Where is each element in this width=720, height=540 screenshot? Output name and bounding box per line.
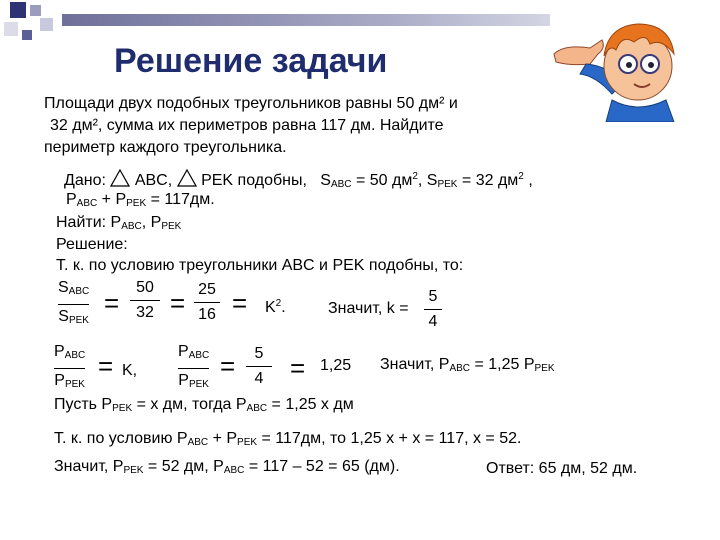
given-tri1: ABC, [134, 172, 173, 189]
given-comma: , [417, 172, 423, 189]
sub-abc: ABC [121, 221, 142, 232]
sub-abc: ABC [187, 437, 209, 448]
sub-abc: ABC [188, 350, 210, 361]
fraction-p-ratio-2 [178, 343, 209, 394]
given-s-pek-val: = 32 дм [457, 172, 519, 189]
given-plus: + P [97, 191, 127, 208]
sub-abc: ABC [330, 179, 352, 190]
sub-pek: PEK [68, 315, 89, 326]
sub-pek: PEK [161, 221, 182, 232]
sub-abc: ABC [449, 363, 470, 374]
given-comma-2: , [528, 172, 533, 189]
sub-pek: PEK [534, 363, 555, 374]
decor-square-3 [40, 18, 53, 31]
fraction-s-ratio [58, 279, 89, 330]
answer: Ответ: 65 дм, 52 дм. [486, 460, 638, 477]
sup-2: 2 [412, 171, 418, 182]
given-s-abc-val: = 50 дм [351, 172, 413, 189]
frac-p: P [54, 372, 65, 389]
frac-s: S [58, 279, 69, 296]
decor-square-1 [10, 2, 26, 18]
sub-abc: ABC [64, 350, 86, 361]
fraction-5-4-b [246, 345, 272, 388]
problem-line-1: Площади двух подобных треугольников равны 50 дм² и [44, 95, 458, 112]
given-sum: = 117дм. [146, 191, 215, 208]
sub-pek: PEK [112, 403, 133, 414]
fraction-25-16 [194, 281, 220, 324]
frac-s: S [58, 308, 69, 325]
slide-title: Решение задачи [114, 42, 388, 80]
equals-sign: = [220, 351, 236, 381]
decor-square-2 [30, 5, 41, 16]
sub-pek: PEK [123, 465, 144, 476]
solution-label: Решение: [56, 236, 128, 253]
znachit-p [380, 356, 555, 374]
result-t2: = 52 дм, P [143, 458, 224, 475]
pust-t1: Пусть P [54, 396, 113, 413]
k-end: . [281, 299, 286, 316]
given-tri2: PEK подобны, [201, 172, 307, 189]
frac-num: 25 [198, 281, 216, 298]
triangle-icon [110, 169, 130, 187]
k-squared [265, 298, 286, 317]
cartoon-boy-illustration [550, 4, 685, 122]
frac-den: 16 [198, 306, 216, 323]
znachit-p-text: Значит, P [380, 356, 450, 373]
znachit-k: Значит, k = [328, 300, 409, 317]
equation-line [54, 430, 521, 448]
given-s: S [320, 172, 331, 189]
result-line [54, 458, 400, 476]
given-line-1 [64, 169, 533, 190]
value-125: 1,25 [320, 357, 352, 374]
sub-abc: ABC [246, 403, 268, 414]
result-t3: = 117 – 52 = 65 (дм). [244, 458, 400, 475]
sub-pek: PEK [437, 179, 458, 190]
equals-sign: = [232, 288, 248, 318]
decor-square-4 [4, 22, 18, 36]
problem-line-2: 32 дм², сумма их периметров равна 117 дм. Найдите [50, 117, 444, 134]
equals-sign: = [98, 351, 114, 381]
k-label: K [265, 299, 276, 316]
problem-line-3: периметр каждого треугольника. [44, 139, 287, 156]
frac-num: 5 [254, 345, 264, 362]
decor-square-5 [22, 30, 32, 40]
k-value: K, [122, 362, 138, 379]
equals-sign: = [170, 288, 186, 318]
result-t1: Значит, P [54, 458, 124, 475]
find-line [56, 214, 181, 232]
sup-2: 2 [275, 298, 282, 309]
eq-t3: = 117дм, то 1,25 x + x = 117, x = 52. [257, 430, 522, 447]
pust-t2: = x дм, тогда P [132, 396, 247, 413]
sub-pek: PEK [237, 437, 258, 448]
frac-num: 5 [428, 288, 438, 305]
pust-line [54, 396, 354, 414]
fraction-p-ratio [54, 343, 85, 394]
eq-t2: + P [208, 430, 238, 447]
sub-pek: PEK [126, 198, 147, 209]
eq-t1: Т. к. по условию P [54, 430, 188, 447]
fraction-5-4 [424, 288, 442, 331]
find-label: Найти: P [56, 214, 122, 231]
given-line-2 [66, 191, 215, 209]
sub-abc: ABC [76, 198, 98, 209]
frac-den: 32 [136, 304, 154, 321]
reason-line: Т. к. по условию треугольники ABC и PEK подобны, то: [56, 257, 464, 274]
triangle-icon [177, 169, 197, 187]
sub-abc: ABC [68, 286, 90, 297]
find-sep: , P [141, 214, 162, 231]
frac-p: P [178, 372, 189, 389]
znachit-p-mid: = 1,25 P [470, 356, 535, 373]
pust-t3: = 1,25 x дм [267, 396, 354, 413]
equals-sign: = [290, 353, 306, 383]
sub-abc: ABC [223, 465, 245, 476]
sub-pek: PEK [64, 379, 85, 390]
frac-den: 4 [254, 370, 264, 387]
given-s2: S [426, 172, 438, 189]
given-label: Дано: [64, 172, 106, 189]
fraction-50-32 [130, 279, 160, 322]
frac-p: P [178, 343, 189, 360]
equals-sign: = [104, 288, 120, 318]
frac-den: 4 [428, 313, 438, 330]
sup-2: 2 [518, 171, 524, 182]
frac-p: P [54, 343, 65, 360]
sub-pek: PEK [188, 379, 209, 390]
frac-num: 50 [136, 279, 154, 296]
given-p: P [66, 191, 77, 208]
